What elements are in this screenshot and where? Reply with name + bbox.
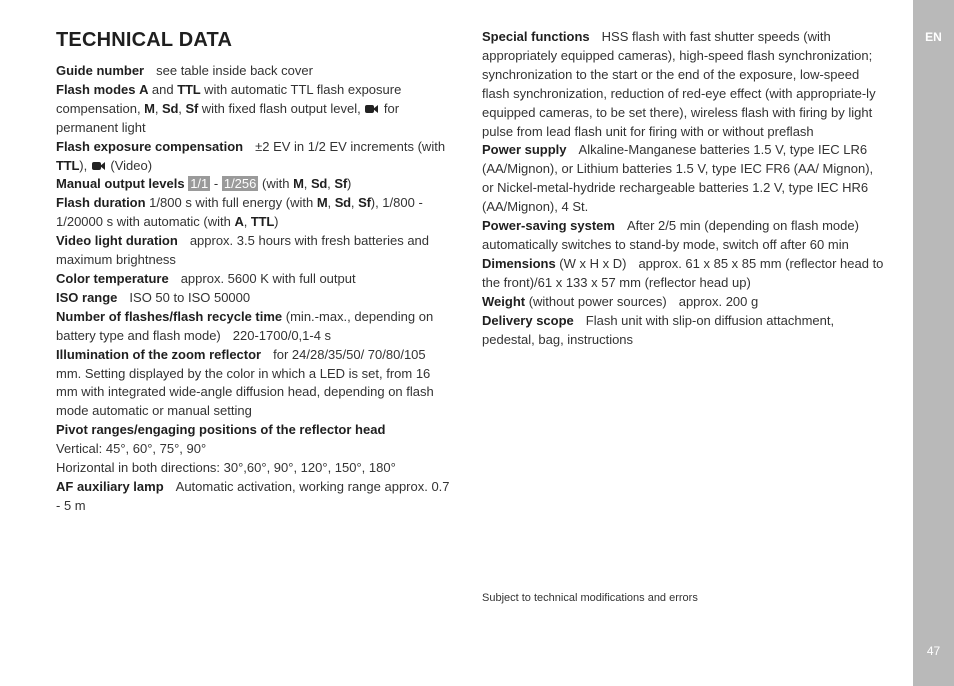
footnote: Subject to technical modifications and errors xyxy=(482,592,698,604)
video-camera-icon xyxy=(365,104,379,114)
spec-value: approx. 200 g xyxy=(678,293,759,309)
spec-label: Delivery scope xyxy=(482,312,574,328)
pivot-vertical: Vertical: 45°, 60°, 75°, 90° xyxy=(56,441,207,457)
spec-exposure-compensation: Flash exposure compensation ±2 EV in 1/2 EV increments (with TTL), (Video) xyxy=(56,138,446,173)
mode-m-symbol: M xyxy=(293,176,304,192)
spec-label: Manual output levels xyxy=(56,176,185,192)
mode-a-symbol: A xyxy=(139,81,149,97)
spec-label: Color temperature xyxy=(56,270,169,286)
spec-value: see table inside back cover xyxy=(156,63,313,78)
mode-sf-symbol: Sf xyxy=(358,195,371,211)
mode-m-symbol: M xyxy=(144,100,155,116)
spec-recycle-time: Number of flashes/flash recycle time (min.-max., depending on battery type and flash mode) 220-1700/0,1-4 s xyxy=(56,308,434,343)
spec-flash-duration: Flash duration 1/800 s with full energy (with M, Sd, Sf), 1/800 - 1/20000 s with automatic (with A, TTL) xyxy=(56,195,423,230)
spec-video-light-duration xyxy=(56,232,454,270)
spec-guide-number xyxy=(56,62,454,81)
spec-value: Alkaline-Manganese batteries 1.5 V, type IEC LR6 (AA/Mignon), or Lithium batteries 1.5 V, type IEC FR6 (AA/ Mignon), or Nickel-metal-hydride rechargeable batteries 1.2 V, type IEC HR6 (AA/Mignon), 4 St. xyxy=(482,142,874,215)
mode-ttl-symbol: TTL xyxy=(56,157,80,173)
spec-weight xyxy=(482,293,884,312)
spec-label: AF auxiliary lamp xyxy=(56,478,164,494)
spec-label: Video light duration xyxy=(56,233,178,249)
spec-pivot-ranges xyxy=(56,421,454,478)
mode-sf-symbol: Sf xyxy=(185,100,199,116)
page-number: 47 xyxy=(926,644,941,658)
spec-label: Flash duration xyxy=(56,195,146,211)
spec-delivery-scope xyxy=(482,312,884,350)
spec-value: HSS flash with fast shutter speeds (with appropriately equipped cameras), high-speed flash synchronization; synchronization to the start or the end of the exposure, low-speed flash synchronization, reduction of red-eye effect (with appropriate-ly equipped cameras, to be set there), wireless flash with firing by light pulse from lead flash unit for firing with or without preflash xyxy=(482,29,876,139)
spec-color-temperature xyxy=(56,270,454,289)
mode-sd-symbol: Sd xyxy=(334,195,351,211)
spec-label: Flash exposure compensation xyxy=(56,138,244,154)
spec-label: Power-saving system xyxy=(482,218,615,234)
spec-manual-output-levels: Manual output levels 1/1 - 1/256 (with M, Sd, Sf) xyxy=(56,176,352,192)
spec-label: Special functions xyxy=(482,29,590,44)
spec-value: approx. 3.5 hours with fresh batteries and maximum brightness xyxy=(56,233,430,268)
page-title: TECHNICAL DATA xyxy=(56,29,233,51)
spec-value: approx. 61 x 85 x 85 mm (reflector head to the front)/61 x 133 x 57 mm (reflector head up) xyxy=(482,255,884,290)
mode-ttl-symbol: TTL xyxy=(177,81,201,97)
spec-zoom-reflector xyxy=(56,346,454,422)
mode-sd-symbol: Sd xyxy=(310,176,328,192)
spec-label: Illumination of the zoom reflector xyxy=(56,346,262,362)
spec-af-auxiliary-lamp xyxy=(56,478,454,516)
spec-label: Power supply xyxy=(482,142,567,158)
spec-value: After 2/5 min (depending on flash mode) automatically switches to stand-by mode, switch off after 60 min xyxy=(482,218,859,252)
spec-label: Pivot ranges/engaging positions of the reflector head xyxy=(56,422,386,438)
spec-value: ISO 50 to ISO 50000 xyxy=(129,289,251,305)
spec-label: Flash modes xyxy=(56,81,136,97)
spec-power-saving xyxy=(482,217,884,255)
mode-sd-symbol: Sd xyxy=(162,100,179,116)
spec-label: Number of flashes/flash recycle time xyxy=(56,308,283,324)
mode-ttl-symbol: TTL xyxy=(250,214,275,230)
spec-label: Guide number xyxy=(56,63,145,78)
mode-sf-symbol: Sf xyxy=(334,176,347,192)
spec-flash-modes: Flash modes A and TTL with automatic TTL flash exposure compensation, M, Sd, Sf with fixed flash output level, for permanent light xyxy=(56,81,402,135)
spec-iso-range xyxy=(56,289,454,308)
spec-power-supply xyxy=(482,141,884,217)
mode-m-symbol: M xyxy=(316,195,328,211)
left-column xyxy=(56,62,454,516)
spec-label: ISO range xyxy=(56,289,118,305)
spec-value: approx. 5600 K with full output xyxy=(180,270,356,286)
language-tab: EN xyxy=(925,30,942,44)
spec-value: for 24/28/35/50/ 70/80/105 mm. Setting displayed by the color in which a LED is set, from 16 mm with integrated wide-angle diffusion head, depending on flash mode automatic or manual setting xyxy=(56,346,434,419)
pivot-horizontal: Horizontal in both directions: 30°,60°, 90°, 120°, 150°, 180° xyxy=(56,460,396,476)
spec-special-functions xyxy=(482,28,884,141)
spec-dimensions xyxy=(482,255,884,293)
spec-sublabel: (without power sources) xyxy=(525,293,667,309)
side-tab xyxy=(913,0,954,686)
spec-value: Flash unit with slip-on diffusion attachment, pedestal, bag, instructions xyxy=(482,312,835,347)
spec-value: Automatic activation, working range approx. 0.7 - 5 m xyxy=(56,478,450,513)
output-level-min: 1/1 xyxy=(190,176,209,192)
spec-label: Dimensions xyxy=(482,255,556,271)
mode-a-symbol: A xyxy=(234,214,244,230)
right-column xyxy=(482,28,884,349)
spec-value: 220-1700/0,1-4 s xyxy=(232,327,332,343)
spec-label: Weight xyxy=(482,293,526,309)
output-level-max: 1/256 xyxy=(223,176,257,192)
video-camera-icon xyxy=(92,161,106,171)
spec-sublabel: (W x H x D) xyxy=(555,255,627,271)
